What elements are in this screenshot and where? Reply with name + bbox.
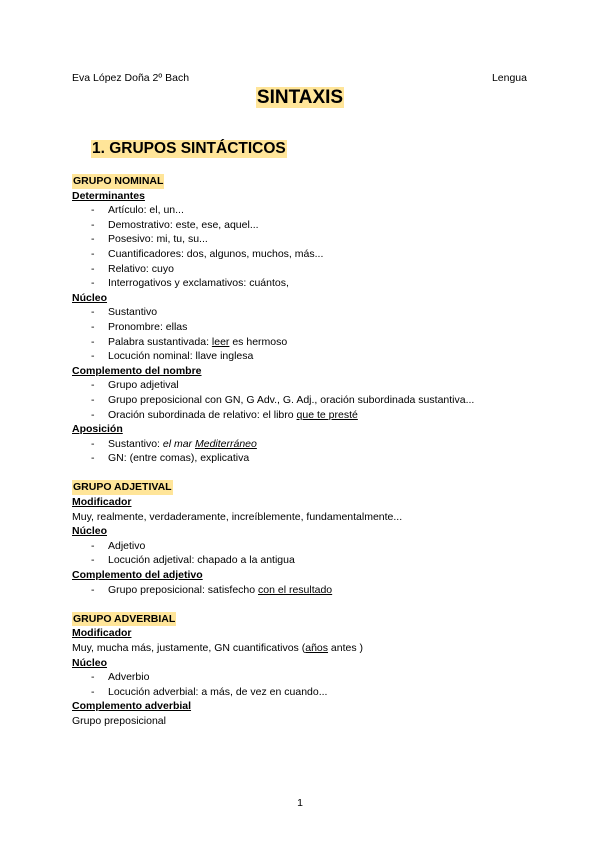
list-item: - Cuantificadores: dos, algunos, muchos, más... xyxy=(72,247,542,262)
palabra-suffix: es hermoso xyxy=(232,335,288,348)
relativo-underline: que te presté xyxy=(296,408,358,421)
list-item xyxy=(72,408,542,423)
list-item: - Interrogativos y exclamativos: cuántos, xyxy=(72,276,542,291)
nucleo-list xyxy=(72,670,542,699)
header-subject: Lengua xyxy=(491,72,527,84)
group-nominal-heading: GRUPO NOMINAL xyxy=(73,175,164,187)
nucleo-label: Núcleo xyxy=(72,525,108,538)
list-item: - Locución nominal: llave inglesa xyxy=(72,349,542,364)
section-heading: 1. GRUPOS SINTÁCTICOS xyxy=(92,140,286,157)
page-number: 1 xyxy=(297,797,303,809)
list-item: - Posesivo: mi, tu, su... xyxy=(72,232,542,247)
modificador-text: Muy, realmente, verdaderamente, increíblemente, fundamentalmente... xyxy=(72,510,403,523)
aposicion-label: Aposición xyxy=(72,423,123,436)
modificador-label: Modificador xyxy=(72,496,132,509)
list-item: - Relativo: cuyo xyxy=(72,262,542,277)
modificador-label: Modificador xyxy=(72,627,132,640)
list-item: - Locución adjetival: chapado a la antigua xyxy=(72,553,542,568)
aposicion-italic-underline: Mediterráneo xyxy=(194,437,257,450)
list-item xyxy=(72,335,542,350)
group-adverbial-heading: GRUPO ADVERBIAL xyxy=(73,612,176,625)
title-text: SINTAXIS xyxy=(256,87,344,108)
list-item: - Pronombre: ellas xyxy=(72,320,542,335)
list-item: - Adverbio xyxy=(72,670,542,685)
document-body xyxy=(72,174,542,729)
complemento-adjetivo-list xyxy=(72,583,542,598)
nucleo-label: Núcleo xyxy=(72,656,108,669)
nucleo-list xyxy=(72,539,542,568)
list-item xyxy=(72,437,542,452)
mod-adv-prefix: Muy, mucha más, justamente, GN cuantificativos ( xyxy=(72,642,306,654)
nucleo-list xyxy=(72,305,542,363)
list-item: - Locución adverbial: a más, de vez en cuando... xyxy=(72,685,542,700)
complemento-adjetivo-label: Complemento del adjetivo xyxy=(72,569,203,582)
aposicion-italic: el mar xyxy=(162,437,193,450)
group-adjetival-heading: GRUPO ADJETIVAL xyxy=(73,481,172,494)
comp-adj-prefix: Grupo preposicional: satisfecho xyxy=(108,583,256,596)
page-title xyxy=(0,87,600,109)
determinantes-list xyxy=(72,203,542,291)
complemento-adverbial-text: Grupo preposicional xyxy=(72,714,166,727)
header-author: Eva López Doña 2º Bach xyxy=(72,72,190,84)
comp-adj-underline: con el resultado xyxy=(258,583,333,596)
palabra-word: leer xyxy=(211,335,230,348)
complemento-nombre-list xyxy=(72,378,542,422)
nucleo-label: Núcleo xyxy=(72,291,108,304)
mod-adv-suffix: antes ) xyxy=(328,642,364,654)
list-item: - Sustantivo xyxy=(72,305,542,320)
list-item xyxy=(72,583,542,598)
list-item: - Adjetivo xyxy=(72,539,542,554)
list-item: - GN: (entre comas), explicativa xyxy=(72,451,542,466)
determinantes-label: Determinantes xyxy=(72,189,145,202)
relativo-prefix: Oración subordinada de relativo: el libro xyxy=(108,408,294,421)
list-item: - Demostrativo: este, ese, aquel... xyxy=(72,218,542,233)
list-item: - Grupo preposicional con GN, G Adv., G. Adj., oración subordinada sustantiva... xyxy=(72,393,542,408)
list-item: - Grupo adjetival xyxy=(72,378,542,393)
palabra-prefix: Palabra sustantivada: xyxy=(108,335,209,348)
modificador-text xyxy=(72,641,542,656)
aposicion-list xyxy=(72,437,542,466)
complemento-adverbial-label: Complemento adverbial xyxy=(72,700,192,713)
aposicion-prefix: Sustantivo: xyxy=(108,437,160,450)
mod-adv-underline: años xyxy=(305,642,329,654)
complemento-nombre-label: Complemento del nombre xyxy=(72,364,202,377)
list-item: - Artículo: el, un... xyxy=(72,203,542,218)
